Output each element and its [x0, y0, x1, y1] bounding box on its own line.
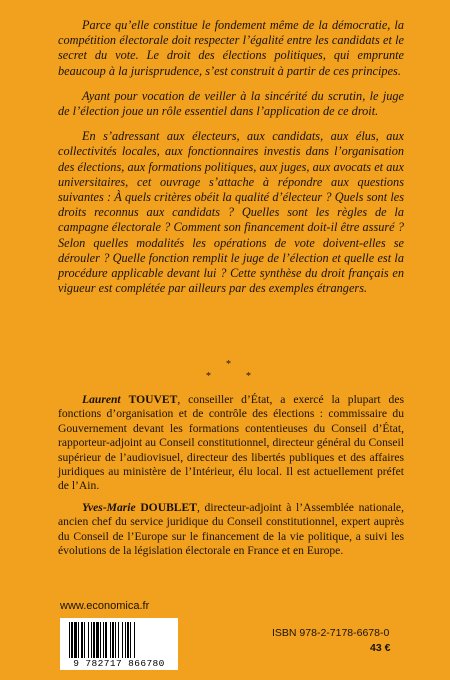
- barcode-bars: [69, 622, 169, 658]
- blurb-paragraph-2: Ayant pour vocation de veiller à la sincérité du scrutin, le juge de l’élection joue un rôle essentiel dans l’application de ce droit.: [58, 88, 404, 119]
- author-bio-doublet: [58, 501, 404, 559]
- author-bios: [58, 393, 404, 565]
- author-bio-text: , directeur-adjoint à l’Assemblée nationale, ancien chef du service juridique du Conseil constitutionnel, expert auprès du Conseil de l’Europe sur le financement de la vie politique, a suivi les évolutions de la législation électorale en France et en Europe.: [58, 500, 404, 558]
- publisher-website[interactable]: www.economica.fr: [60, 600, 150, 612]
- author-bio-touvet: [58, 393, 404, 494]
- author-last-name: DOUBLET: [140, 500, 198, 514]
- blurb-paragraph-1: Parce qu’elle constitue le fondement même de la démocratie, la compétition électorale doit respecter l’égalité entre les candidats et le secret du vote. Le droit des élections politiques, qui emprunte beaucoup à la jurisprudence, s’est construit à partir de ces principes.: [58, 18, 404, 78]
- author-last-name: TOUVET: [128, 393, 178, 406]
- separator-star: *: [246, 371, 251, 382]
- blurb-paragraph-3: En s’adressant aux électeurs, aux candidats, aux élus, aux collectivités locales, aux fonctionnaires investis dans l’organisation des élections, aux formations politiques, aux juges, aux avocats et aux universitaires, cet ouvrage s’attache à répondre aux questions suivantes : À quels critères obéit la qualité d’électeur ? Quels sont les droits reconnus aux candidats ? Quelles sont les règles de la campagne électorale ? Comment son financement doit-il être assuré ? Selon quelles modalités les opérations de vote doivent-elles se dérouler ? Quelle fonction remplit le juge de l’élection et quelle est la procédure applicable devant lui ? Cette synthèse du droit français en vigueur est complétée par ailleurs par des exemples étrangers.: [58, 129, 404, 296]
- isbn: ISBN 978-2-7178-6678-0: [272, 627, 390, 639]
- author-first-name: Laurent: [82, 393, 121, 406]
- price: 43 €: [370, 642, 391, 654]
- author-first-name: Yves-Marie: [82, 500, 136, 514]
- blurb: [58, 18, 404, 296]
- section-separator: [58, 358, 404, 386]
- back-cover-text: [58, 18, 404, 558]
- separator-star: *: [206, 371, 211, 382]
- author-bio-text: , conseiller d’État, a exercé la plupart des fonctions d’organisation et de contrôle des élections : commissaire du Gouvernement devant les formations contentieuses du Conseil d’État, rapporteur-adjoint au Conseil constitutionnel, directeur général du Conseil supérieur de l’audiovisuel, directeur des libertés publiques et des affaires juridiques au ministère de l’Intérieur, élu local. Il est actuellement préfet de l’Ain.: [58, 393, 404, 493]
- separator-star: *: [226, 359, 231, 370]
- barcode-digits: 9 782717 866780: [73, 658, 165, 669]
- barcode: [60, 618, 178, 670]
